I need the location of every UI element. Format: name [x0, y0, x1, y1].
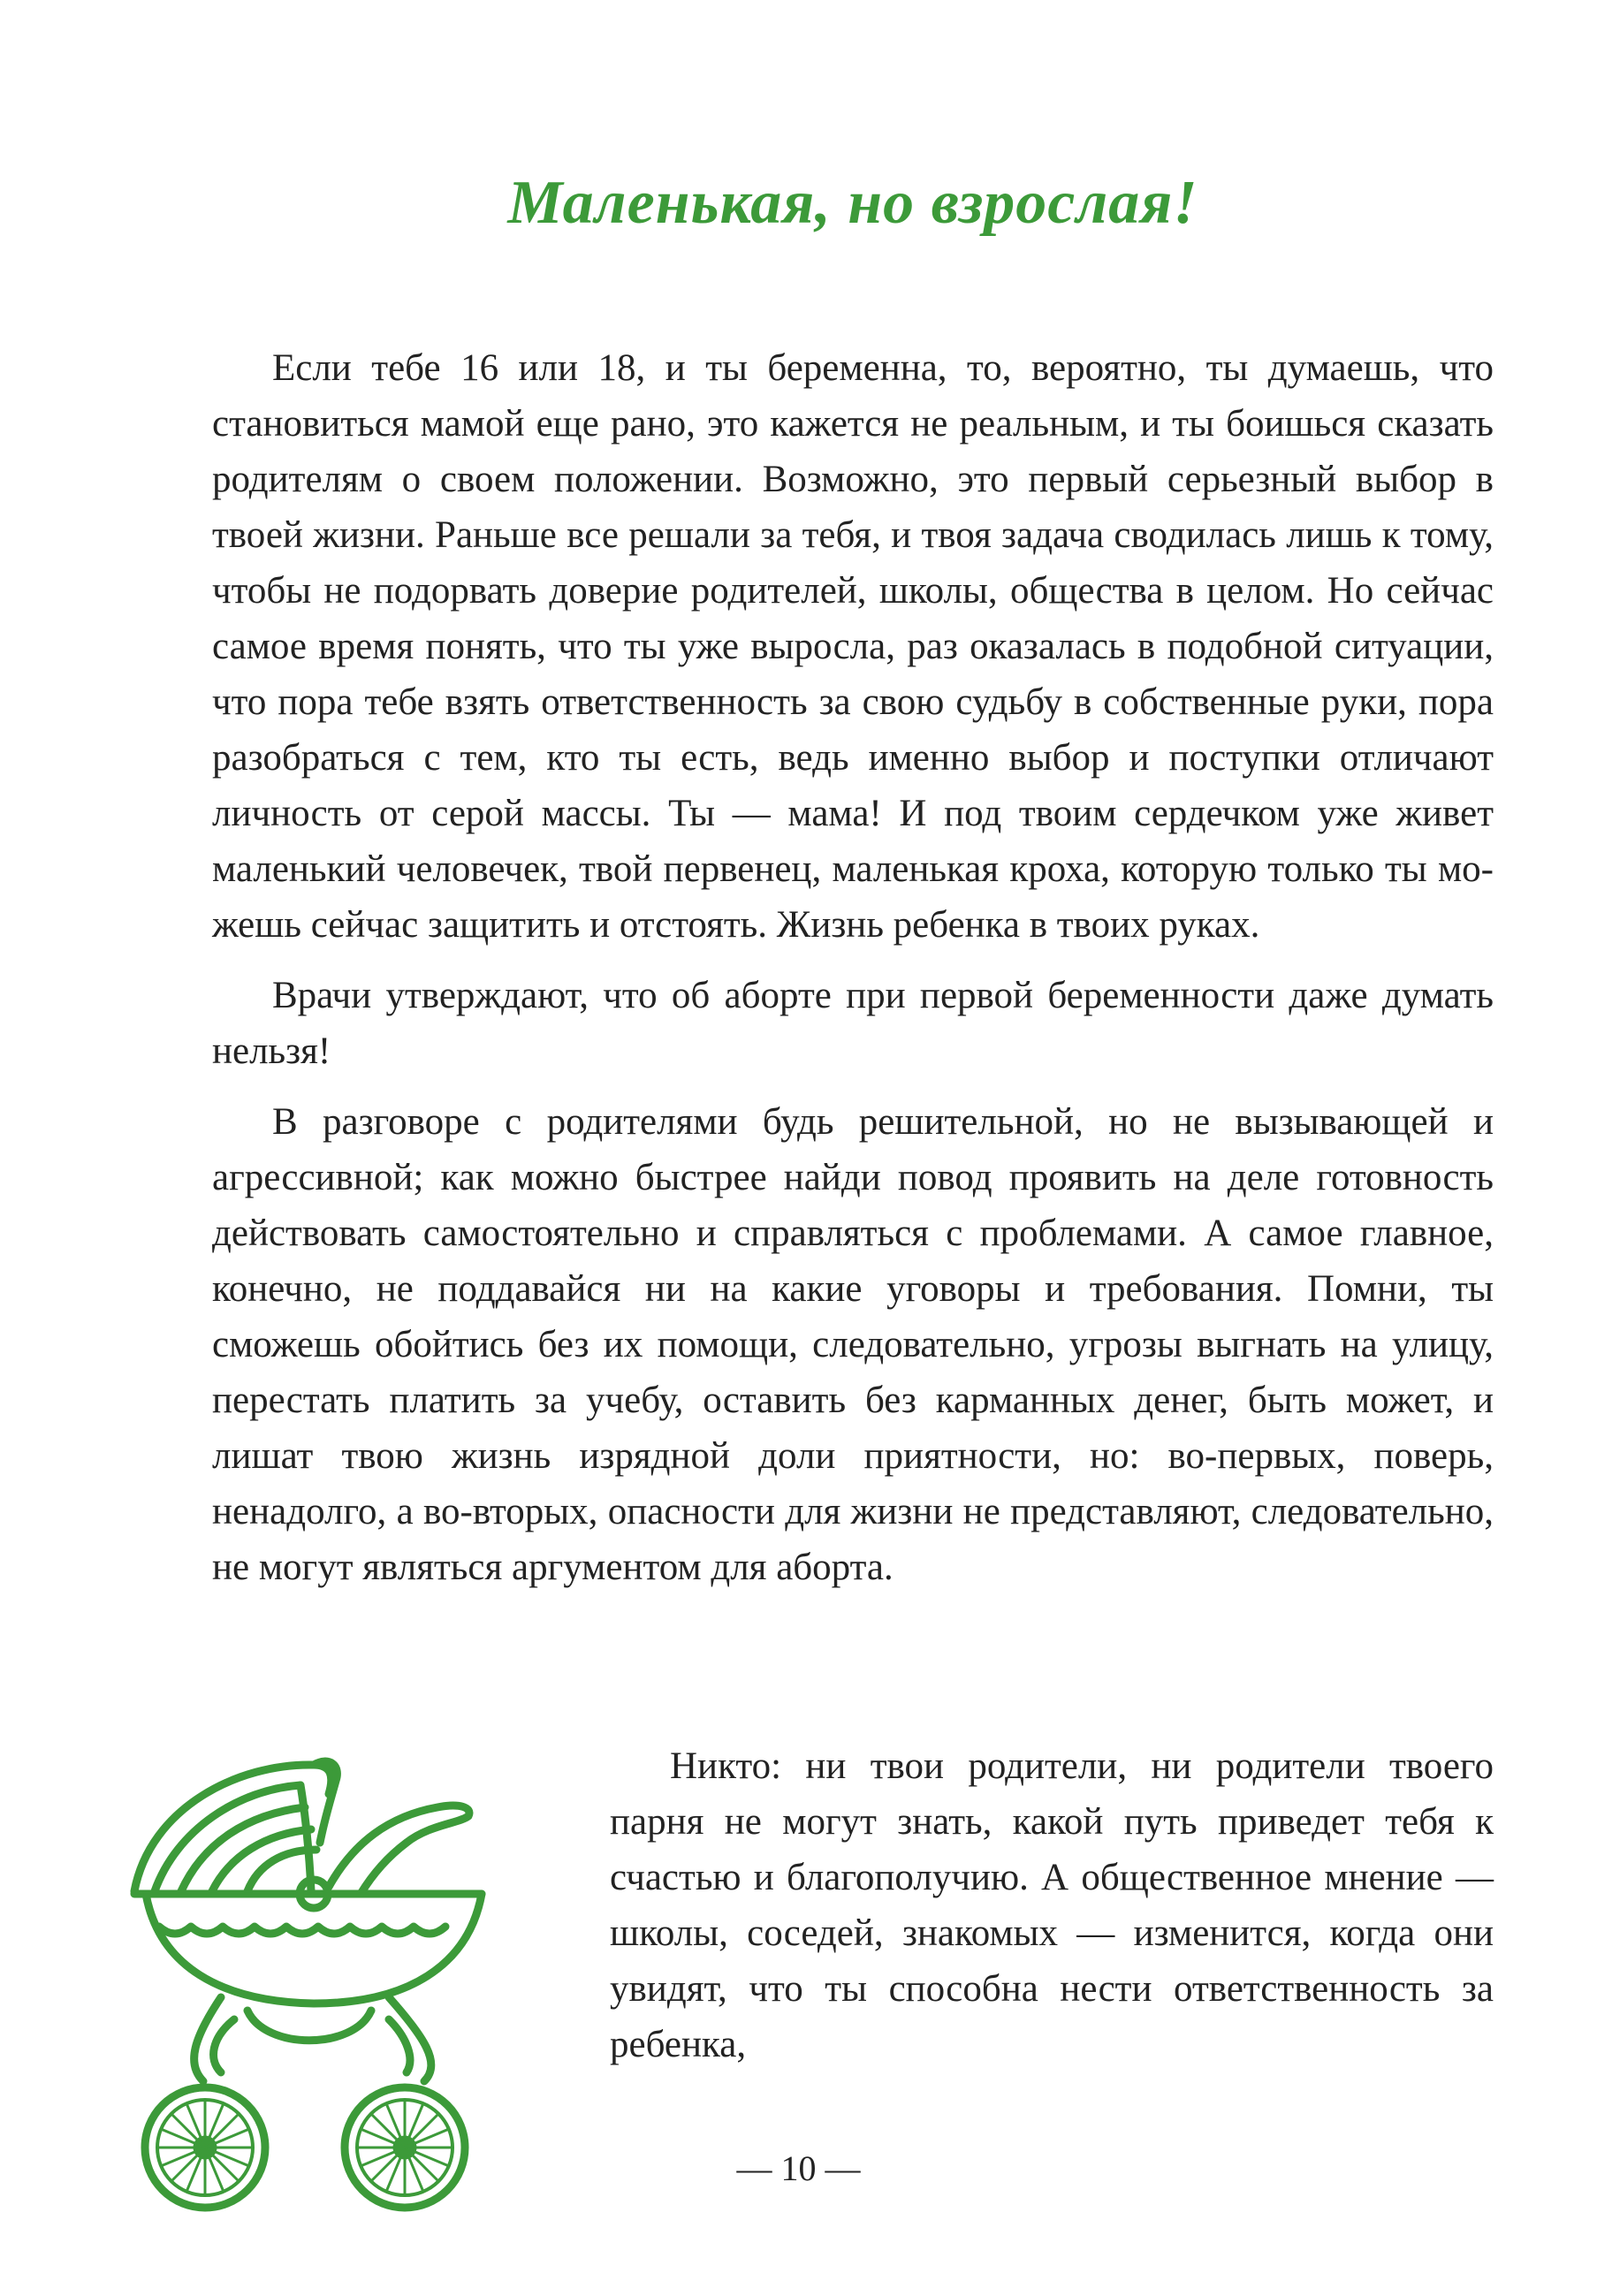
wrapped-text: [610, 1738, 1494, 2072]
page-number: — 10 —: [736, 2148, 861, 2188]
main-text: [212, 340, 1494, 1610]
paragraph-3: В разговоре с родителями будь решительной, но не вызывающей и агрессивной; как можно быстрее найди повод проявить на деле готовность действовать самостоятельно и справляться с проблемами. А самое главное, конечно, не поддавайся ни на какие уговоры и требования. Помни, ты сможешь обойтись без их помощи, следовательно, угрозы выгнать на улицу, перестать платить за учебу, оставить без карманных денег, быть может, и лишат твою жизнь изрядной доли приятности, но: во-первых, поверь, ненадолго, а во-вторых, опасности для жизни не представляют, следовательно, не могут являться аргументом для аборта.: [212, 1101, 1494, 1588]
page-title: Маленькая, но взрослая!: [507, 169, 1198, 237]
paragraph-4: Никто: ни твои родители, ни родители твоего парня не могут знать, какой путь приведет тебя к счастью и благополучию. А общественное мнение — школы, соседей, знакомых — изменится, когда они увидят, что ты способна нести ответственность за ребенка,: [610, 1745, 1494, 2065]
paragraph-1: Если тебе 16 или 18, и ты беременна, то, вероятно, ты думаешь, что становиться мамой еще рано, это кажется не реальным, и ты боишься сказать родителям о своем положении. Возможно, это первый серьезный выбор в твоей жизни. Раньше все решали за тебя, и твоя задача сводилась лишь к тому, чтобы не подорвать доверие родителей, школы, общества в целом. Но сейчас самое время понять, что ты уже выросла, раз оказалась в подобной ситуации, что пора тебе взять ответственность за свою судьбу в собственные руки, пора разобраться с тем, кто ты есть, ведь именно выбор и поступки отличают личность от серой массы. Ты — мама! И под твоим сердечком уже живет маленький человечек, твой первенец, маленькая кроха, которую только ты можешь сейчас защитить и отстоять. Жизнь ребенка в твоих руках.: [212, 347, 1494, 946]
paragraph-2: Врачи утверждают, что об аборте при первой беременности даже думать нельзя!: [212, 975, 1494, 1072]
